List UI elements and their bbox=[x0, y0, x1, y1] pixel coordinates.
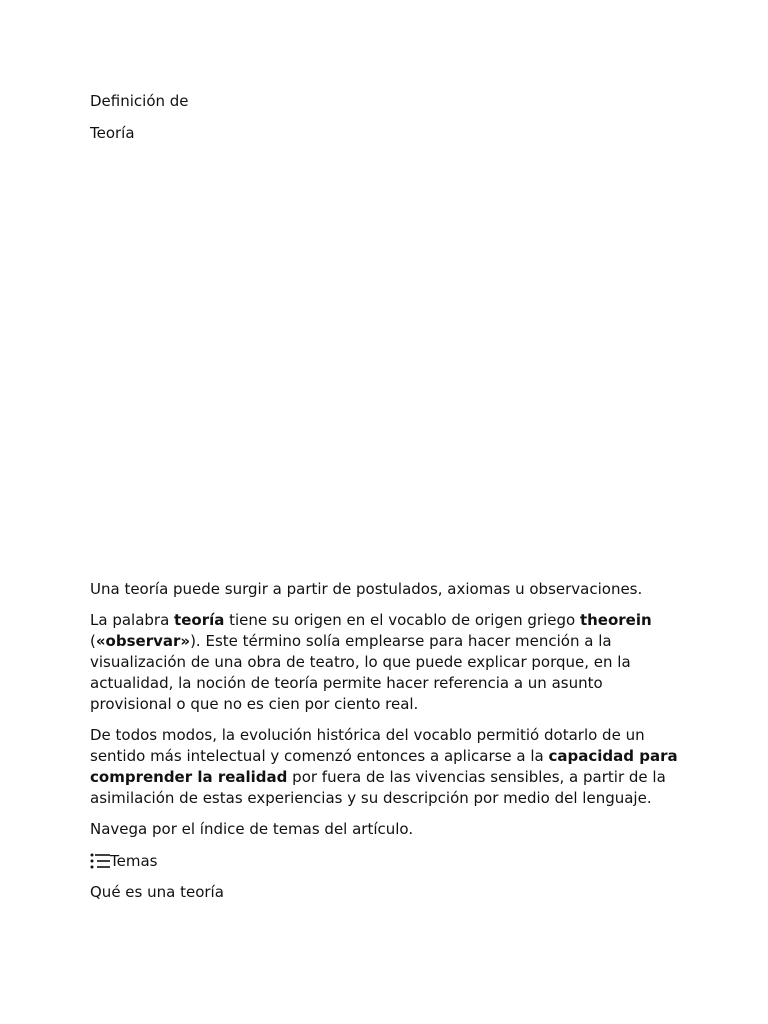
bold-term-observar: «observar» bbox=[95, 632, 191, 650]
text-segment: ). Este término solía emplearse para hacer mención a la visualización de una obra de teatro, lo que puede explicar porque, en la actualidad, la noción de teoría permite hacer referencia a un asunto provisional o que no es cien por ciento real. bbox=[90, 632, 631, 713]
bold-phrase-capacidad: capacidad para comprender la realidad bbox=[90, 747, 678, 786]
article-body bbox=[90, 579, 680, 913]
text-segment: De todos modos, la evolución histórica del vocablo permitió dotarlo de un sentido más intelectual y comenzó entonces a aplicarse a la bbox=[90, 726, 645, 765]
intro-paragraph: Una teoría puede surgir a partir de postulados, axiomas u observaciones. bbox=[90, 580, 643, 598]
bold-term-theorein: theorein bbox=[579, 611, 652, 629]
etymology-paragraph bbox=[90, 610, 680, 715]
page-title-line-1: Definición de bbox=[90, 92, 189, 110]
toc-toggle[interactable] bbox=[90, 850, 680, 872]
text-segment: ( bbox=[90, 632, 96, 650]
text-segment: tiene su origen en el vocablo de origen griego bbox=[224, 611, 580, 629]
list-icon bbox=[90, 852, 110, 870]
evolution-paragraph bbox=[90, 725, 680, 809]
text-segment: La palabra bbox=[90, 611, 175, 629]
bold-term-teoria: teoría bbox=[174, 611, 225, 629]
navigation-hint: Navega por el índice de temas del artículo. bbox=[90, 820, 414, 838]
toc-label: Temas bbox=[110, 851, 158, 870]
toc-item-que-es[interactable]: Qué es una teoría bbox=[90, 883, 224, 901]
text-segment: por fuera de las vivencias sensibles, a partir de la asimilación de estas experiencias y su descripción por medio del lenguaje. bbox=[90, 768, 666, 807]
page-title-line-2: Teoría bbox=[90, 124, 135, 142]
